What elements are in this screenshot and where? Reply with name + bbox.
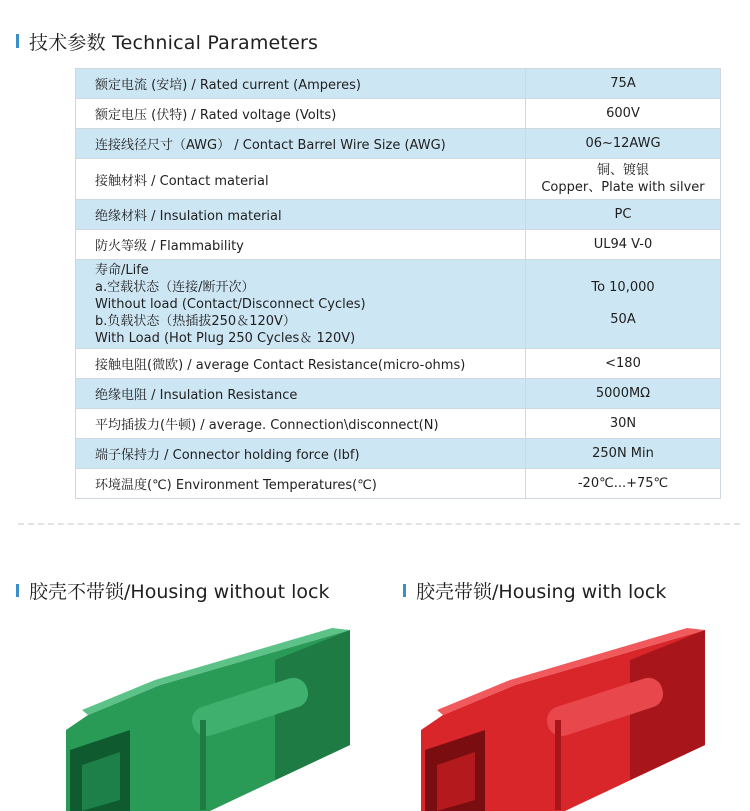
param-value: 75A	[526, 69, 721, 99]
table-row	[76, 230, 721, 260]
param-value: 06~12AWG	[526, 129, 721, 159]
param-value	[526, 260, 721, 349]
param-value: 5000MΩ	[526, 379, 721, 409]
param-value: 30N	[526, 409, 721, 439]
life-label-line: 寿命/Life	[95, 262, 149, 278]
life-value-with-load: 50A	[610, 312, 636, 327]
green-housing-image	[60, 620, 360, 811]
table-row	[76, 159, 721, 200]
caption-text: 胶壳带锁/Housing with lock	[416, 581, 667, 603]
param-label: 环境温度(℃) Environment Temperatures(℃)	[76, 469, 526, 499]
param-value: <180	[526, 349, 721, 379]
table-row	[76, 469, 721, 499]
param-value: UL94 V-0	[526, 230, 721, 260]
table-row	[76, 409, 721, 439]
red-housing-image	[415, 620, 715, 811]
section-divider	[18, 523, 740, 525]
param-label: 额定电压 (伏特) / Rated voltage (Volts)	[76, 99, 526, 129]
param-value	[526, 159, 721, 200]
life-value-no-load: To 10,000	[591, 280, 655, 295]
table-row	[76, 439, 721, 469]
param-value: -20℃...+75℃	[526, 469, 721, 499]
param-label: 接触材料 / Contact material	[76, 159, 526, 200]
caption-text: 胶壳不带锁/Housing without lock	[29, 581, 330, 603]
life-label-line: b.负载状态（热插拔250＆120V）	[95, 313, 296, 329]
life-label-line: a.空载状态（连接/断开次）	[95, 279, 255, 295]
table-row	[76, 260, 721, 349]
caption-accent-bar	[16, 584, 19, 597]
param-label: 绝缘电阻 / Insulation Resistance	[76, 379, 526, 409]
param-value: PC	[526, 200, 721, 230]
product-caption-no-lock	[16, 577, 330, 604]
param-label: 端子保持力 / Connector holding force (lbf)	[76, 439, 526, 469]
param-value-line: 铜、镀银	[596, 163, 649, 178]
param-label: 绝缘材料 / Insulation material	[76, 200, 526, 230]
table-row	[76, 379, 721, 409]
table-row	[76, 200, 721, 230]
param-value: 250N Min	[526, 439, 721, 469]
table-row	[76, 69, 721, 99]
param-label: 平均插拔力(牛顿) / average. Connection\disconnect(N)	[76, 409, 526, 439]
section-title	[16, 30, 318, 52]
life-label-line: Without load (Contact/Disconnect Cycles)	[95, 296, 366, 312]
param-label: 防火等级 / Flammability	[76, 230, 526, 260]
param-value: 600V	[526, 99, 721, 129]
page-title: 技术参数 Technical Parameters	[29, 31, 319, 54]
param-label: 额定电流 (安培) / Rated current (Amperes)	[76, 69, 526, 99]
param-value-line: Copper、Plate with silver	[541, 180, 705, 195]
param-label: 连接线径尺寸（AWG） / Contact Barrel Wire Size (AWG)	[76, 129, 526, 159]
parameters-table	[75, 68, 721, 499]
product-caption-with-lock	[403, 577, 666, 604]
table-row	[76, 129, 721, 159]
table-row	[76, 349, 721, 379]
title-accent-bar	[16, 34, 19, 48]
param-label	[76, 260, 526, 349]
param-label: 接触电阻(微欧) / average Contact Resistance(micro-ohms)	[76, 349, 526, 379]
life-label-line: With Load (Hot Plug 250 Cycles＆ 120V)	[95, 330, 356, 346]
caption-accent-bar	[403, 584, 406, 597]
table-row	[76, 99, 721, 129]
